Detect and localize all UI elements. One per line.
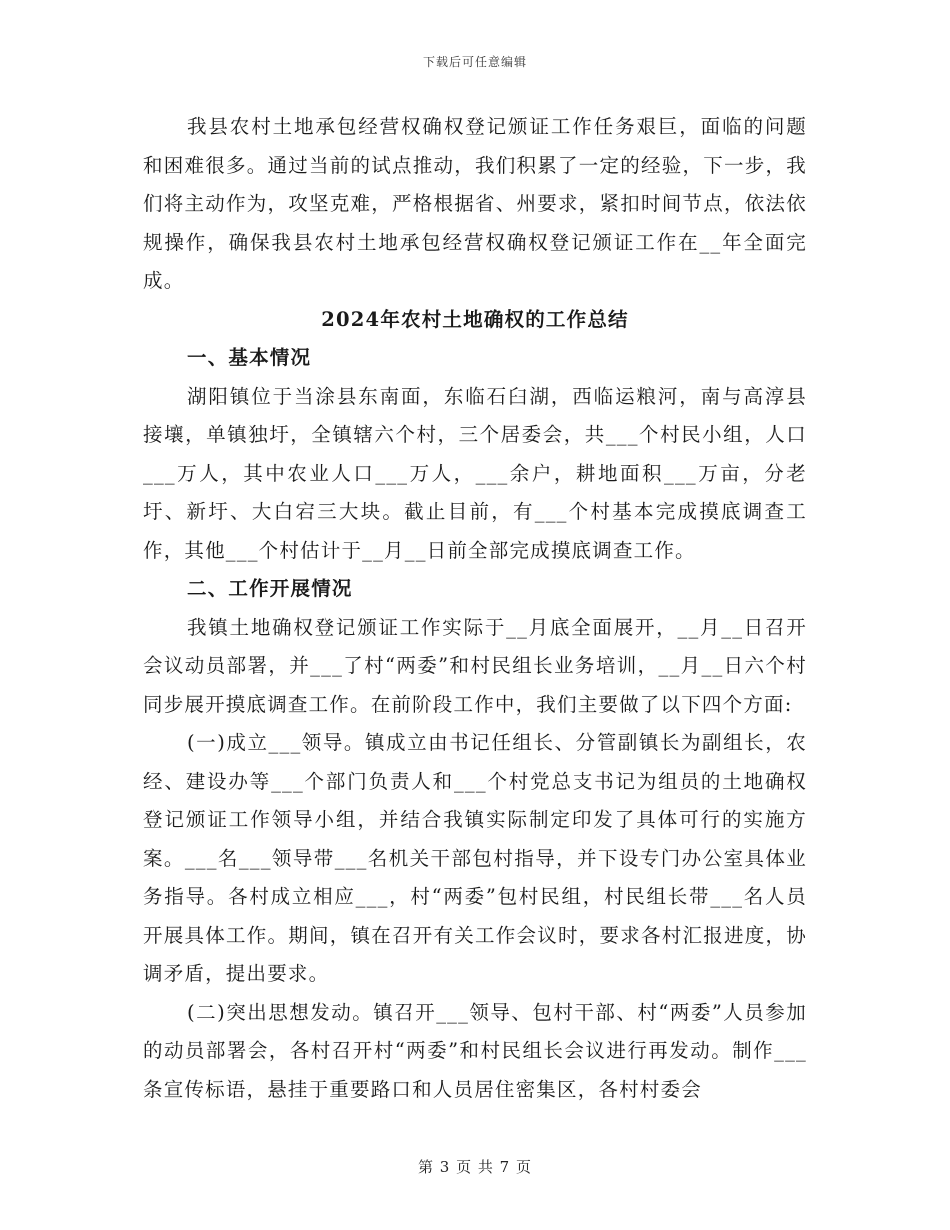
section-heading-basic-situation: 一、基本情况 — [187, 346, 312, 369]
item-two-paragraph: (二)突出思想发动。镇召开___领导、包村干部、村“两委”人员参加的动员部署会，各村召开村“两委”和村民组长会议进行再发动。制作___条宣传标语，悬挂于重要路口和人员居住密集区，各村村委会 — [143, 1000, 807, 1101]
intro-paragraph: 我县农村土地承包经营权确权登记颁证工作任务艰巨，面临的问题和困难很多。通过当前的试点推动，我们积累了一定的经验，下一步，我们将主动作为，攻坚克难，严格根据省、州要求，紧扣时间节点，依法依规操作，确保我县农村土地承包经营权确权登记颁证工作在__年全面完成。 — [143, 115, 807, 292]
item-one-paragraph: (一)成立___领导。镇成立由书记任组长、分管副镇长为副组长，农经、建设办等___个部门负责人和___个村党总支书记为组员的土地确权登记颁证工作领导小组，并结合我镇实际制定印发了具体可行的实施方案。___名___领导带___名机关干部包村指导，并下设专门办公室具体业务指导。各村成立相应___，村“两委”包村民组，村民组长带___名人员开展具体工作。期间，镇在召开有关工作会议时，要求各村汇报进度，协调矛盾，提出要求。 — [143, 731, 807, 985]
document-body — [143, 108, 807, 1109]
work-progress-paragraph: 我镇土地确权登记颁证工作实际于__月底全面展开，__月__日召开会议动员部署，并___了村“两委”和村民组长业务培训，__月__日六个村同步展开摸底调查工作。在前阶段工作中，我们主要做了以下四个方面: — [143, 615, 807, 716]
basic-situation-paragraph: 湖阳镇位于当涂县东南面，东临石臼湖，西临运粮河，南与高淳县接壤，单镇独圩，全镇辖六个村，三个居委会，共___个村民小组，人口___万人，其中农业人口___万人，___余户，耕地面积___万亩，分老圩、新圩、大白宕三大块。截止目前，有___个村基本完成摸底调查工作，其他___个村估计于__月__日前全部完成摸底调查工作。 — [143, 384, 807, 562]
page-indicator: 第 3 页 共 7 页 — [418, 1158, 532, 1176]
section-heading-work-progress: 二、工作开展情况 — [187, 577, 353, 600]
header-note: 下载后可任意编辑 — [422, 55, 527, 69]
document-title: 2024年农村土地确权的工作总结 — [321, 307, 629, 331]
